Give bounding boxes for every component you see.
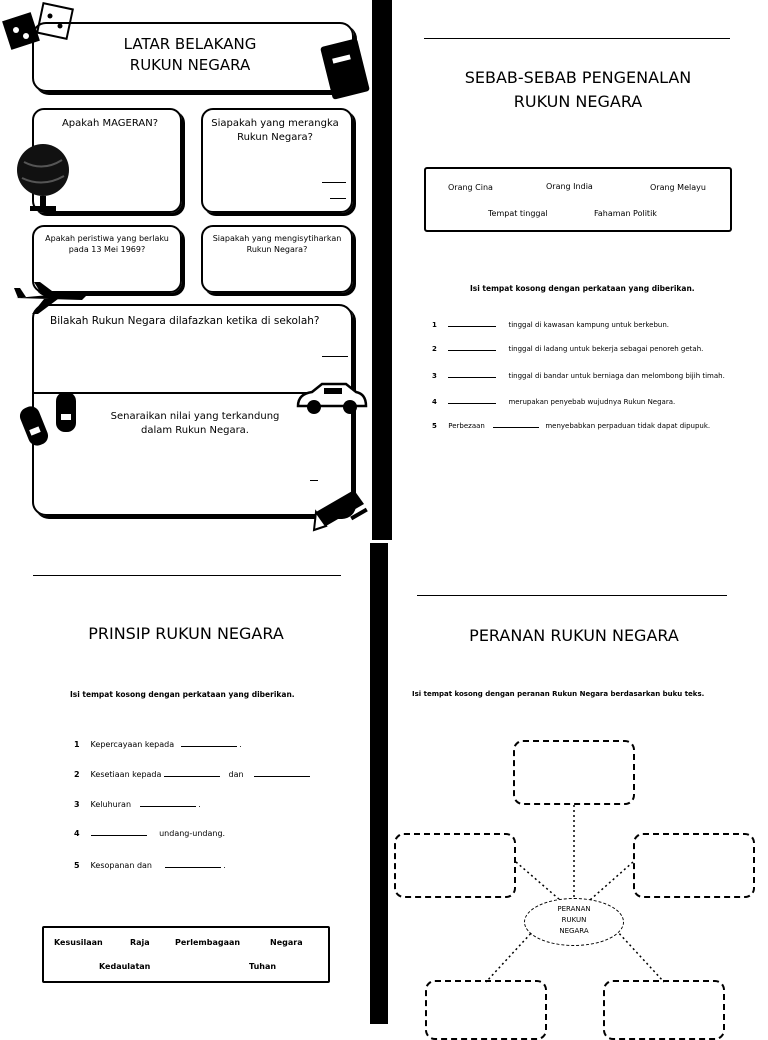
item-text: tinggal di bandar untuk berniaga dan melombong bijih timah. [508,372,725,380]
title-line-1: SEBAB-SEBAB PENGENALAN [464,68,692,87]
panel-title: PERANAN RUKUN NEGARA [469,626,679,645]
item-text: Kesopanan dan [90,861,152,870]
question-13-mei: Apakah peristiwa yang berlaku pada 13 Mei 1969? [45,234,169,254]
item-number: 4 [74,829,80,838]
word-bank-item: Orang India [546,182,593,191]
title-line-1: LATAR BELAKANG [123,35,257,53]
word-bank-item: Raja [130,938,150,947]
item-number: 2 [432,345,437,353]
item-number: 5 [74,861,80,870]
answer-box-bottom-left[interactable] [425,980,547,1040]
title-line-2: RUKUN NEGARA [129,56,251,74]
word-bank-item: Tuhan [249,962,277,971]
item-number: 4 [432,398,437,406]
question-nilai-line-2: dalam Rukun Negara. [140,424,249,436]
item-text: Kepercayaan kepada [90,740,175,749]
title-line-2: RUKUN NEGARA [513,92,643,111]
question-pengisytiharan: Siapakah yang mengisytiharkan Rukun Negara? [212,234,342,254]
question-perangka: Siapakah yang merangka Rukun Negara? [211,118,339,143]
item-text: tinggal di kawasan kampung untuk berkebun. [508,321,670,329]
answer-box-right[interactable] [633,833,755,898]
item-text-mid: dan [228,770,244,779]
word-bank-item: Perlembagaan [175,938,241,947]
item-text: undang-undang. [159,829,226,838]
item-number: 3 [432,372,437,380]
answer-box-bottom-right[interactable] [603,980,725,1040]
item-text-end: . [198,800,201,809]
word-bank-item: Tempat tinggal [488,209,548,218]
center-label [524,904,624,937]
word-bank-item: Kesusilaan [54,938,103,947]
word-bank-item: Orang Cina [448,183,493,192]
item-number: 5 [432,422,437,430]
item-text: menyebabkan perpaduan tidak dapat dipupuk. [545,422,711,430]
question-nilai-line-1: Senaraikan nilai yang terkandung [110,411,280,422]
item-text: Keluhuran [90,800,132,809]
item-text: tinggal di ladang untuk bekerja sebagai penoreh getah. [508,345,704,353]
item-text: merupakan penyebab wujudnya Rukun Negara. [508,398,676,406]
word-bank-item: Kedaulatan [99,962,151,971]
center-label-line-2: RUKUN [561,916,587,924]
answer-box-left[interactable] [394,833,516,898]
instruction-text: Isi tempat kosong dengan perkataan yang diberikan. [470,284,695,293]
instruction-text: Isi tempat kosong dengan peranan Rukun Negara berdasarkan buku teks. [412,690,705,698]
center-label-line-1: PERANAN [557,905,591,913]
panel-title: PRINSIP RUKUN NEGARA [88,624,284,643]
item-text: Kesetiaan kepada [90,770,162,779]
item-text-end: . [223,861,226,870]
word-bank-item: Fahaman Politik [594,209,657,218]
item-text-end: . [239,740,242,749]
item-prefix: Perbezaan [448,422,485,430]
word-bank-item: Negara [270,938,303,947]
item-number: 3 [74,800,80,809]
question-mageran: Apakah MAGERAN? [61,118,159,129]
item-number: 2 [74,770,80,779]
item-number: 1 [74,740,80,749]
center-label-line-3: NEGARA [559,927,589,935]
question-bilakah: Bilakah Rukun Negara dilafazkan ketika di sekolah? [50,315,320,327]
word-bank-item: Orang Melayu [650,183,706,192]
item-number: 1 [432,321,437,329]
instruction-text: Isi tempat kosong dengan perkataan yang diberikan. [70,690,295,699]
answer-box-top[interactable] [513,740,635,805]
